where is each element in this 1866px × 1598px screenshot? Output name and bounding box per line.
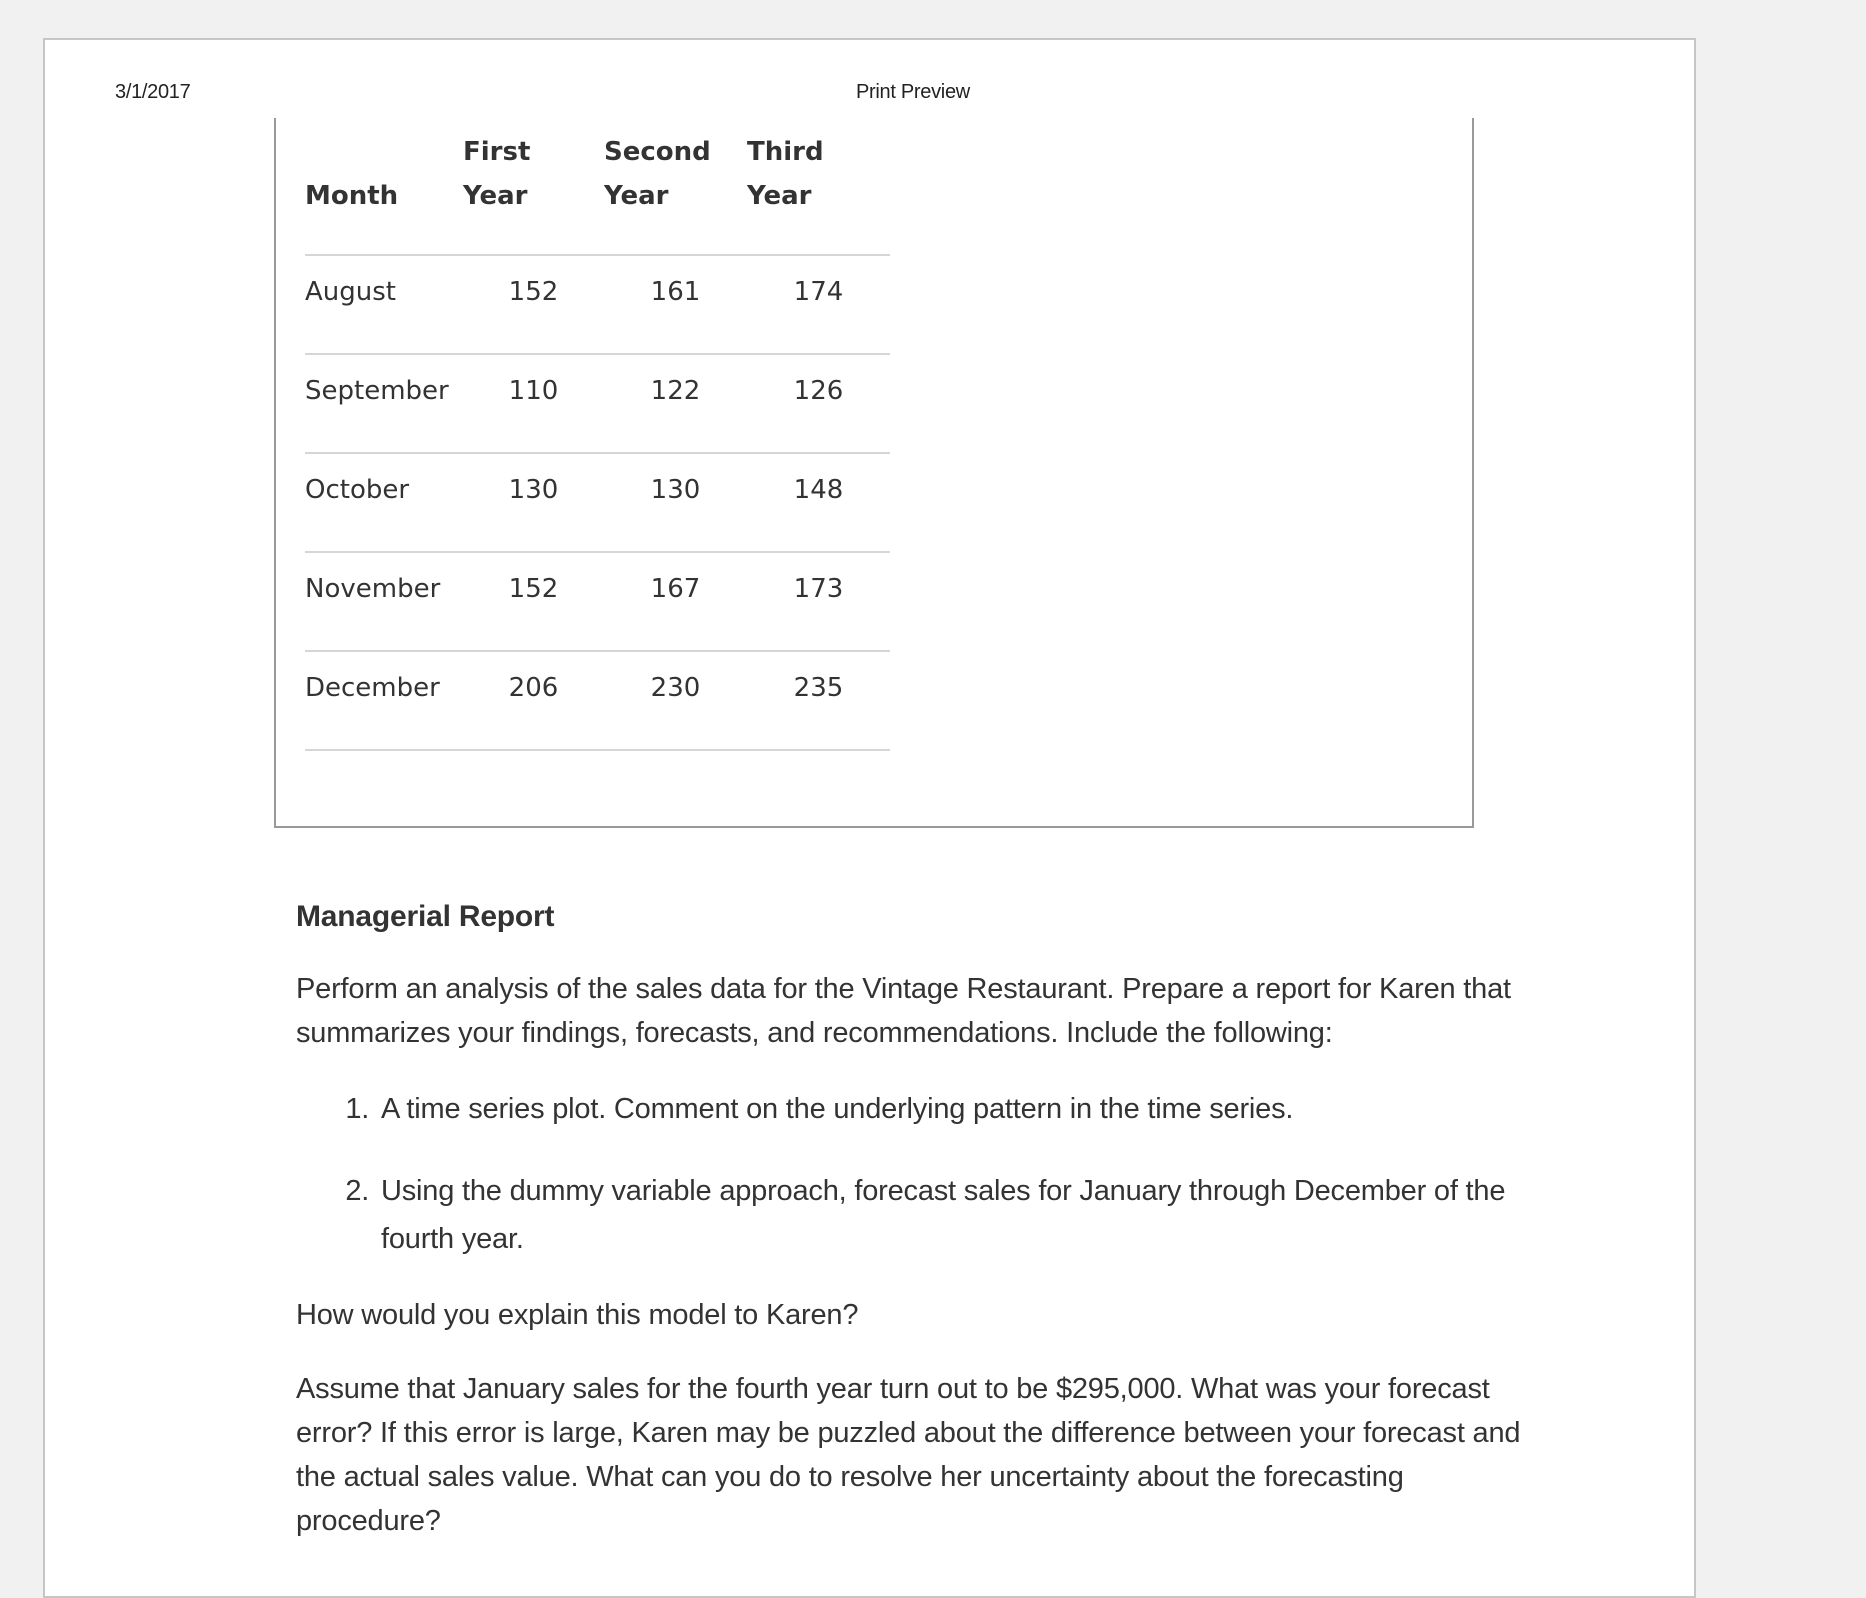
cell-second-year: 161 — [604, 255, 747, 354]
print-preview-page — [43, 38, 1696, 1598]
cell-third-year: 148 — [747, 453, 890, 552]
cell-first-year: 152 — [463, 255, 604, 354]
table-header-row — [305, 118, 890, 255]
table-row — [305, 552, 890, 651]
print-preview-title: Print Preview — [856, 81, 970, 103]
header-second-year: Second Year — [604, 118, 747, 255]
cell-month: October — [305, 453, 463, 552]
cell-first-year: 152 — [463, 552, 604, 651]
cell-third-year: 173 — [747, 552, 890, 651]
cell-third-year: 235 — [747, 651, 890, 750]
sales-table-frame — [274, 118, 1474, 828]
cell-first-year: 110 — [463, 354, 604, 453]
cell-month: September — [305, 354, 463, 453]
header-first-year: First Year — [463, 118, 604, 255]
list-item: 2. Using the dummy variable approach, forecast sales for January through December of the fourth year. — [377, 1167, 1536, 1263]
cell-first-year: 206 — [463, 651, 604, 750]
table-row — [305, 651, 890, 750]
cell-month: December — [305, 651, 463, 750]
sales-table — [305, 118, 890, 751]
report-heading: Managerial Report — [296, 900, 555, 933]
report-list — [296, 1085, 1536, 1263]
table-row — [305, 453, 890, 552]
report-intro: Perform an analysis of the sales data for the Vintage Restaurant. Prepare a report for Karen that summarizes your findings, forecasts, and recommendations. Include the following: — [296, 973, 1511, 1049]
list-item: 1. A time series plot. Comment on the underlying pattern in the time series. — [377, 1085, 1536, 1133]
table-row — [305, 255, 890, 354]
cell-second-year: 122 — [604, 354, 747, 453]
cell-third-year: 174 — [747, 255, 890, 354]
cell-month: August — [305, 255, 463, 354]
table-row — [305, 354, 890, 453]
cell-month: November — [305, 552, 463, 651]
report-question-forecast-error: Assume that January sales for the fourth year turn out to be $295,000. What was your forecast error? If this error is large, Karen may be puzzled about the difference between your forecast and the actual sales value. What can you do to resolve her uncertainty about the forecasting procedure? — [296, 1373, 1521, 1537]
cell-second-year: 230 — [604, 651, 747, 750]
cell-third-year: 126 — [747, 354, 890, 453]
header-third-year: Third Year — [747, 118, 890, 255]
cell-second-year: 130 — [604, 453, 747, 552]
cell-first-year: 130 — [463, 453, 604, 552]
header-month: Month — [305, 118, 463, 255]
cell-second-year: 167 — [604, 552, 747, 651]
managerial-report — [296, 895, 1536, 1573]
report-question-explain: How would you explain this model to Karen? — [296, 1299, 859, 1331]
print-date: 3/1/2017 — [115, 81, 191, 103]
